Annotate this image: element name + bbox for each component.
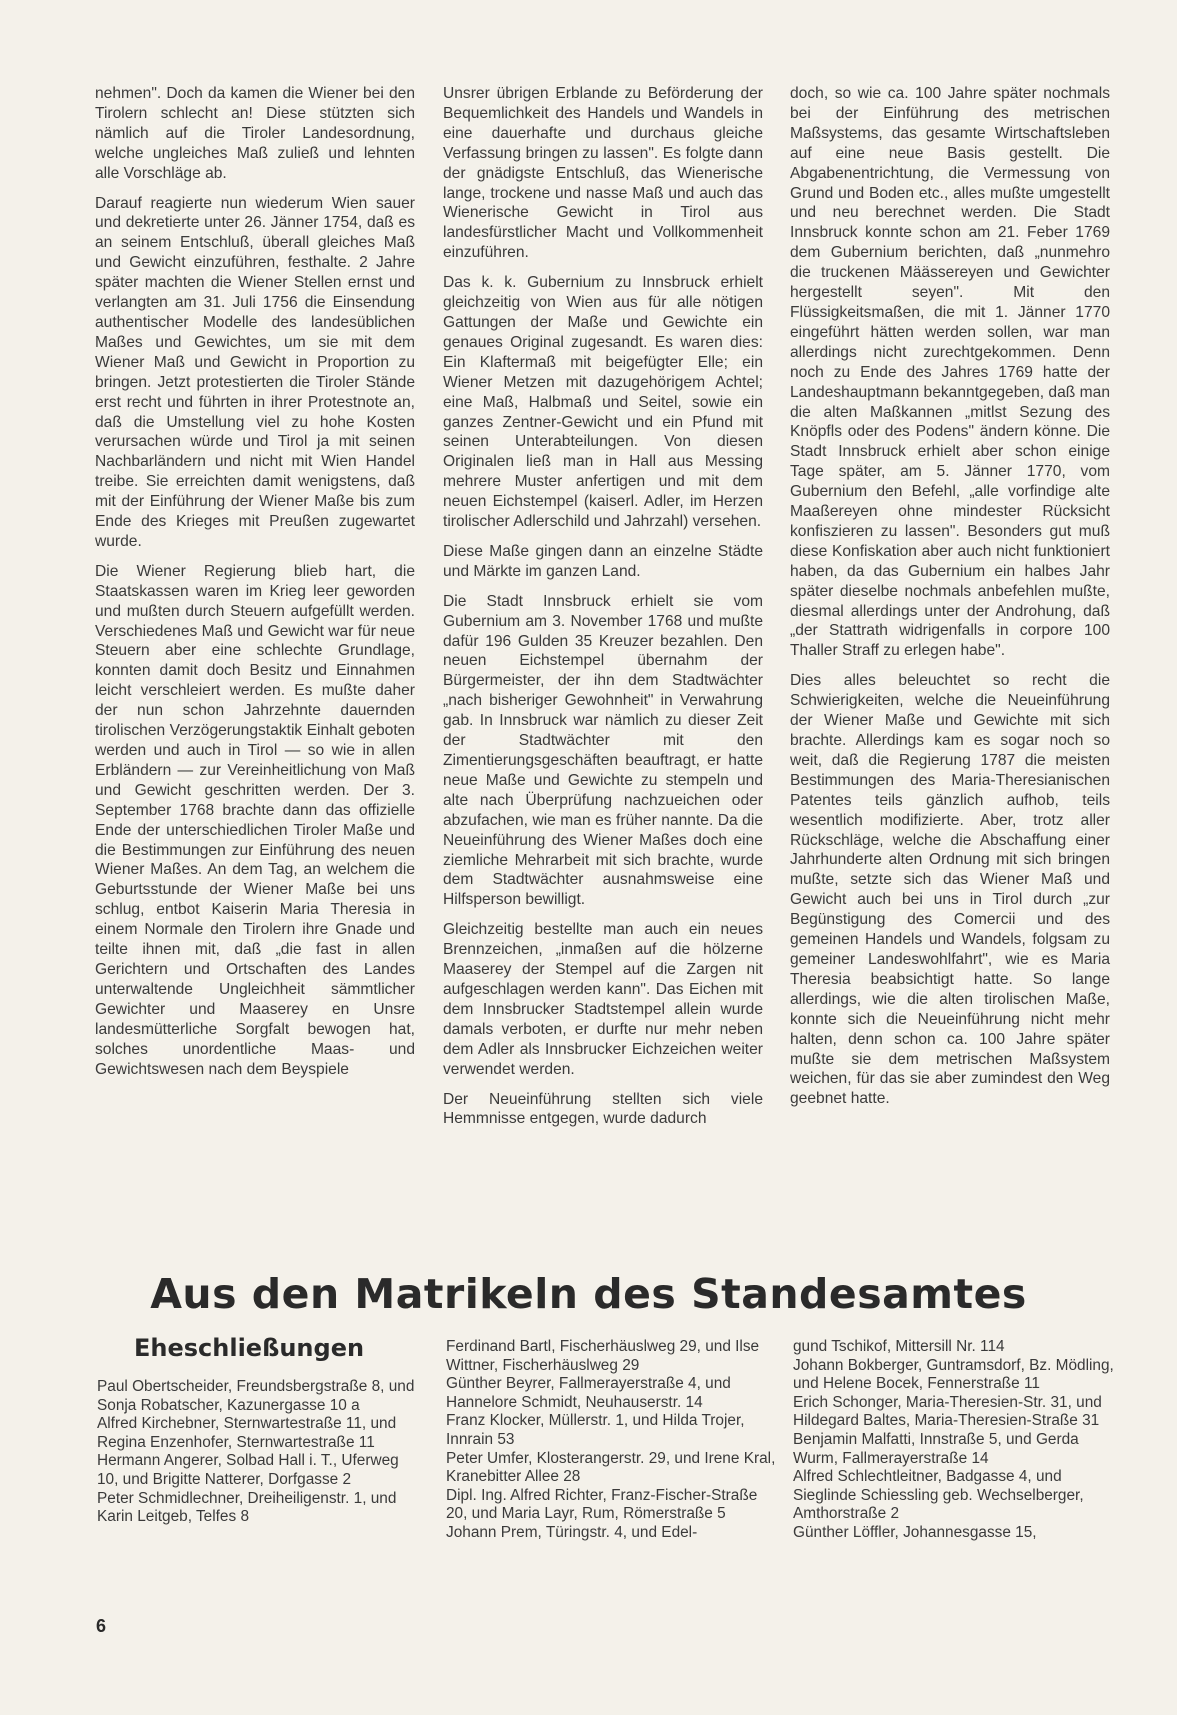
paragraph: Diese Maße gingen dann an einzelne Städte und Märkte im ganzen Land.: [443, 542, 763, 580]
paragraph: Dies alles beleuchtet so recht die Schwierigkeiten, welche die Neueinführung der Wiener Maße und Gewichte mit sich brachte. Allerdings kam es sogar noch so weit, daß die Regierung 1787 die meisten Bestimmungen des Maria-Theresianischen Patentes teils gänzlich aufhob, teils wesentlich modifizierte. Aber, trotz aller Rückschläge, welche die Abschaffung einer Jahrhunderte alten Ordnung mit sich bringen mußte, setzte sich das Wiener Maß und Gewicht auch bei uns in Tirol durch „zur Begünstigung des Comercii und des gemeinen Handels und Wandels, folgsam zu gemeiner Landeswohlfahrt", wie es Maria Theresia beabsichtigt hatte. So lange allerdings, wie die alten tirolischen Maße, konnte sich die Neueinführung nicht mehr halten, denn schon ca. 100 Jahre später mußte sie dem metrischen Maßsystem weichen, für das sie aber zumindest den Weg geebnet hatte.: [790, 672, 1110, 1108]
marriage-entry: Johann Bokberger, Guntramsdorf, Bz. Mödling, und Helene Bocek, Fennerstraße 11: [793, 1356, 1114, 1393]
paragraph: Die Stadt Innsbruck erhielt sie vom Gubernium am 3. November 1768 und mußte dafür 196 Gulden 35 Kreuzer bezahlen. Den neuen Eichstempel übernahm der Bürgermeister, der ihn dem Stadtwächter „nach bisheriger Gewohnheit" in Verwahrung gab. In Innsbruck war nämlich zu dieser Zeit der Stadtwächter mit den Zimentierungsgeschäften beauftragt, er hatte neue Maße und Gewichte zu stempeln und alte nach Überprüfung nachzueichen oder abzufachen, wie man es früher nannte. Da die Neueinführung des Wiener Maßes doch eine ziemliche Mehrarbeit mit sich brachte, wurde dem Stadtwächter ausnahmsweise eine Hilfsperson bewilligt.: [443, 592, 763, 909]
marriage-entry: Peter Umfer, Klosterangerstr. 29, und Irene Kral, Kranebitter Allee 28: [446, 1449, 776, 1486]
marriage-entry: Hermann Angerer, Solbad Hall i. T., Uferweg 10, und Brigitte Natterer, Dorfgasse 2: [97, 1452, 399, 1488]
marriage-entry: Alfred Schlechtleitner, Badgasse 4, und Sieglinde Schiessling geb. Wechselberger, Amthorstraße 2: [793, 1468, 1084, 1523]
marriage-entry: Alfred Kirchebner, Sternwartestraße 11, und Regina Enzenhofer, Sternwartestraße 11: [97, 1415, 397, 1451]
section-subheading: Eheschließungen: [134, 1334, 365, 1362]
paragraph: Darauf reagierte nun wiederum Wien sauer und dekretierte unter 26. Jänner 1754, daß es an seinem Entschluß, überall gleiches Maß und Gewicht einzuführen, festhalte. 2 Jahre später machten die Wiener Stellen ernst und verlangten am 31. Juli 1756 die Einsendung authentischer Modelle des landesüblichen Maßes und Gewichtes, um sie mit dem Wiener Maß und Gewicht in Proportion zu bringen. Jetzt protestierten die Tiroler Stände erst recht und führten in ihrer Protestnote an, daß die Umstellung viel zu hohe Kosten verursachen würde und Tirol ja mit seinen Nachbarländern und nicht mit Wien Handel treibe. Sie erreichten damit wenigstens, daß mit der Einführung der Wiener Maße bis zum Ende des Krieges mit Preußen zugewartet wurde.: [95, 194, 415, 550]
article-column-3: [790, 84, 1110, 1119]
marriage-entry: Benjamin Malfatti, Innstraße 5, und Gerda Wurm, Fallmerayerstraße 14: [793, 1430, 1079, 1467]
paragraph: Unsrer übrigen Erblande zu Beförderung der Bequemlichkeit des Handels und Wandels in eine dauerhafte und durchaus gleiche Verfassung bringen zu lassen". Es folgte dann der gnädigste Entschluß, das Wienerische lange, trockene und nasse Maß und auch das Wienerische Gewicht in Tirol aus landesfürstlicher Macht und Vollkommenheit einzuführen.: [443, 85, 763, 262]
marriage-entry: Johann Prem, Türingstr. 4, und Edel-: [446, 1523, 698, 1541]
paragraph: Die Wiener Regierung blieb hart, die Staatskassen waren im Krieg leer geworden und mußten durch Steuern aufgefüllt werden. Verschiedenes Maß und Gewicht war für neue Steuern aber eine schlechte Grundlage, konnten damit doch Besitz und Einnahmen leicht verschleiert werden. Es mußte daher der nun schon Jahrzehnte dauernden tirolischen Verzögerungstaktik Einhalt geboten werden und auch in Tirol — so wie in allen Erbländern — zur Vereinheitlichung von Maß und Gewicht geschritten werden. Der 3. September 1768 brachte dann das offizielle Ende der unterschiedlichen Tiroler Maße und die Bestimmungen zur Einführung des neuen Wiener Maßes. An dem Tag, an welchem die Geburtsstunde der Wiener Maße bei uns schlug, entbot Kaiserin Maria Theresia in einem Normale den Tirolern ihre Gnade und teilte ihnen mit, daß „die fast in allen Gerichtern und Ortschaften des Landes unterwaltende Ungleichheit sämmtlicher Gewichter und Maaserey en Unsre landesmütterliche Sorgfalt bewogen hat, solches unordentliche Maas- und Gewichtswesen nach dem Beyspiele: [95, 562, 415, 1078]
paragraph: Gleichzeitig bestellte man auch ein neues Brennzeichen, „inmaßen auf die hölzerne Maaserey der Stempel auf die Zargen nit aufgeschlagen werden kann". Das Eichen mit dem Innsbrucker Stadtstempel allein wurde damals verboten, er durfte nur mehr neben dem Adler als Innsbrucker Eichzeichen weiter verwendet werden.: [443, 921, 763, 1078]
marriage-entry: gund Tschikof, Mittersill Nr. 114: [793, 1338, 1005, 1355]
marriage-column-3: [793, 1338, 1118, 1543]
marriage-entry: Dipl. Ing. Alfred Richter, Franz-Fischer-Straße 20, und Maria Layr, Rum, Römerstraße 5: [446, 1486, 758, 1523]
page-number: 6: [96, 1616, 107, 1636]
marriage-entry: Peter Schmidlechner, Dreiheiligenstr. 1, und Karin Leitgeb, Telfes 8: [97, 1489, 397, 1526]
article-column-2: [443, 84, 763, 1139]
article-column-1: [95, 84, 415, 1089]
marriage-entry: Erich Schonger, Maria-Theresien-Str. 31, und Hildegard Baltes, Maria-Theresien-Straße 31: [793, 1393, 1102, 1430]
marriage-column-2: [446, 1338, 776, 1543]
marriage-entry: Franz Klocker, Müllerstr. 1, und Hilda Trojer, Innrain 53: [446, 1412, 745, 1448]
section-headline: Aus den Matrikeln des Standesamtes: [150, 1270, 1027, 1318]
paragraph: nehmen". Doch da kamen die Wiener bei den Tirolern schlecht an! Diese stützten sich nämlich auf die Tiroler Landesordnung, welche ungleiches Maß zuließ und lehnten alle Vorschläge ab.: [95, 85, 415, 182]
paragraph: doch, so wie ca. 100 Jahre später nochmals bei der Einführung des metrischen Maßsystems, das gesamte Wirtschaftsleben auf eine neue Basis gestellt. Die Abgabenentrichtung, die Vermessung von Grund und Boden etc., alles mußte umgestellt und neu berechnet werden. Die Stadt Innsbruck konnte schon am 21. Feber 1769 dem Gubernium berichten, daß „nunmehro die truckenen Määssereyen und Gewichter hergestellt seyen". Mit den Flüssigkeitsmaßen, die mit 1. Jänner 1770 eingeführt hätten werden sollen, war man allerdings nicht zurechtgekommen. Denn noch zu Ende des Jahres 1769 hatte der Landeshauptmann bekanntgegeben, daß man die alten Maßkannen „mitlst Sezung des Knöpfls oder des Podens" ändern könne. Die Stadt Innsbruck erhielt aber schon einige Tage später, am 5. Jänner 1770, vom Gubernium den Befehl, „alle vorfindige alte Maaßereyen ohne mindester Rücksicht konfiszieren zu lassen". Besonders gut muß diese Konfiskation aber auch nicht funktioniert haben, da das Gubernium ein halbes Jahr später dieselbe nochmals anbefehlen mußte, diesmal allerdings unter der Androhung, daß „der Stattrath widrigenfalls in corpore 100 Thaller Straff zu erlegen habe".: [790, 85, 1110, 660]
paragraph: Das k. k. Gubernium zu Innsbruck erhielt gleichzeitig von Wien aus für alle nötigen Gattungen der Maße und Gewichte ein genaues Original zugesandt. Es waren dies: Ein Klaftermaß mit beigefügter Elle; ein Wiener Metzen mit dazugehörigem Achtel; eine Maß, Halbmaß und Seitel, sowie ein ganzes Zentner-Gewicht und ein Pfund mit seinen Unterabteilungen. Von diesen Originalen ließ man in Hall aus Messing mehrere Muster anfertigen und mit dem neuen Eichstempel (kaiserl. Adler, im Herzen tirolischer Adlerschild und Jahrzahl) versehen.: [443, 274, 763, 531]
marriage-entry: Paul Obertscheider, Freundsbergstraße 8, und Sonja Robatscher, Kazunergasse 10 a: [97, 1378, 415, 1414]
paragraph: Der Neueinführung stellten sich viele Hemmnisse entgegen, wurde dadurch: [443, 1090, 763, 1128]
marriage-entry: Günther Beyrer, Fallmerayerstraße 4, und Hannelore Schmidt, Neuhauserstr. 14: [446, 1375, 731, 1411]
marriage-entry: Günther Löffler, Johannesgasse 15,: [793, 1523, 1037, 1541]
marriage-entry: Ferdinand Bartl, Fischerhäuslweg 29, und Ilse Wittner, Fischerhäuslweg 29: [446, 1338, 760, 1374]
marriage-column-1: [97, 1378, 422, 1527]
